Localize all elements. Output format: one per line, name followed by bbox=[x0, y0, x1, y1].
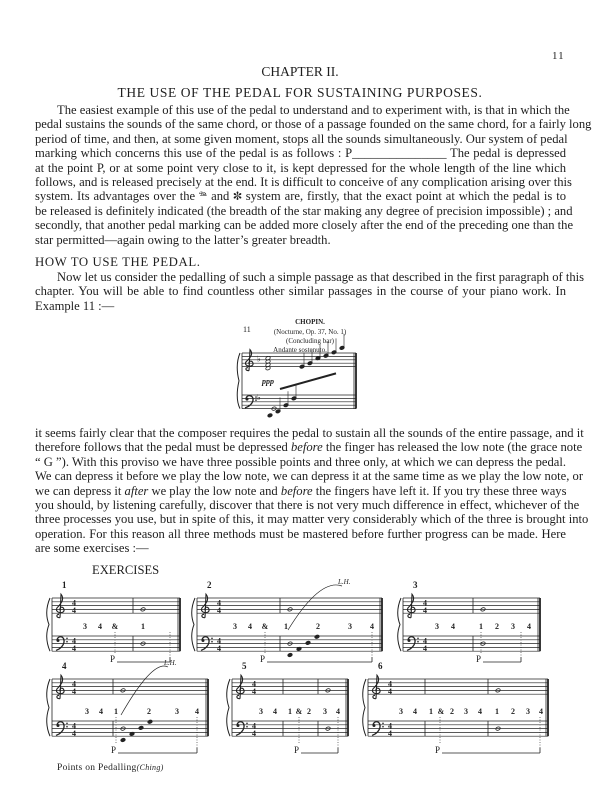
bass-clef-dot bbox=[417, 637, 419, 639]
bass-clef-dot bbox=[246, 722, 248, 724]
time-signature: 4 bbox=[252, 679, 256, 689]
exercise-2 bbox=[192, 578, 382, 664]
text-line: it seems fairly clear that the composer requires the pedal to sustain all the sounds of the entire passage, and it bbox=[35, 426, 584, 440]
pedal-start-label: P bbox=[294, 745, 300, 755]
time-signature: 4 bbox=[72, 679, 76, 689]
paragraph-sustaining bbox=[35, 103, 592, 247]
count-label: 3 bbox=[435, 622, 439, 631]
text-line: at the point P, or at some point very close to it, is kept depressed for the whole length of the line which bbox=[35, 160, 566, 175]
text-line: be released is definitely indicated (the breadth of the star making any degree of precision impossible) ; and bbox=[35, 203, 573, 218]
count-label: 1 bbox=[141, 622, 145, 631]
count-label: 3 bbox=[175, 707, 179, 716]
text-line: The easiest example of this use of the pedal to understand and to experiment with, is that in which the bbox=[57, 103, 570, 117]
chapter-title: THE USE OF THE PEDAL FOR SUSTAINING PURPOSES. bbox=[117, 85, 483, 100]
example-tempo: Andante sostenuto. bbox=[273, 346, 327, 354]
count-label: & bbox=[295, 707, 303, 716]
time-signature: 4 bbox=[72, 687, 76, 697]
text-line: star permitted—again owing to the latter’s greater breadth. bbox=[35, 232, 331, 247]
count-label: 4 bbox=[478, 707, 482, 716]
count-label: 4 bbox=[539, 707, 543, 716]
count-label: 3 bbox=[526, 707, 530, 716]
count-label: 1 bbox=[114, 707, 118, 716]
time-signature: 4 bbox=[388, 679, 392, 689]
bass-clef-dot bbox=[66, 641, 68, 643]
note-head bbox=[314, 634, 319, 639]
exercise-5 bbox=[227, 661, 348, 755]
text-line: “ G ”). With this proviso we have three possible points and three only, at which we can depress the pedal. bbox=[35, 454, 566, 469]
time-signature: 4 bbox=[72, 598, 76, 608]
count-label: 1 bbox=[479, 622, 483, 631]
count-label: 3 bbox=[323, 707, 327, 716]
bass-clef-dot bbox=[211, 641, 213, 643]
count-label: 1 bbox=[429, 707, 433, 716]
count-label: 4 bbox=[336, 707, 340, 716]
left-hand-label: L.H. bbox=[164, 659, 177, 667]
exercise-1 bbox=[47, 580, 180, 664]
count-label: 3 bbox=[233, 622, 237, 631]
dynamic-marking: ppp bbox=[262, 377, 274, 386]
example-note: (Concluding bar) bbox=[285, 337, 335, 345]
example-work: (Nocturne, Op. 37, No. 1) bbox=[273, 328, 347, 336]
bass-clef-dot bbox=[66, 726, 68, 728]
text-line: Example 11 :— bbox=[35, 298, 115, 313]
count-label: 2 bbox=[511, 707, 515, 716]
time-signature: 4 bbox=[423, 598, 427, 608]
count-label: & bbox=[261, 622, 269, 631]
note-head bbox=[287, 653, 292, 658]
time-signature: 4 bbox=[72, 606, 76, 616]
flat-sign: ♭ bbox=[257, 393, 261, 403]
time-signature: 4 bbox=[423, 636, 427, 646]
page-footer bbox=[57, 763, 164, 773]
page-number: 11 bbox=[552, 50, 565, 62]
brace bbox=[47, 598, 50, 651]
time-signature: 4 bbox=[423, 644, 427, 654]
flat-sign: ♭ bbox=[257, 354, 261, 364]
brace bbox=[363, 679, 366, 736]
bass-clef-dot bbox=[417, 641, 419, 643]
exercise-3 bbox=[398, 580, 540, 664]
bass-clef-dot bbox=[211, 637, 213, 639]
text-line: we can depress it after we play the low note and before the fingers have left it. If you try these three ways bbox=[35, 483, 567, 498]
time-signature: 4 bbox=[388, 721, 392, 731]
left-hand-label: L.H. bbox=[338, 578, 351, 586]
exercise-number: 4 bbox=[62, 661, 67, 671]
count-label: 3 bbox=[259, 707, 263, 716]
section-heading: HOW TO USE THE PEDAL. bbox=[35, 255, 201, 269]
count-label: & bbox=[437, 707, 445, 716]
bass-clef-dot bbox=[57, 639, 60, 642]
bass-clef-dot bbox=[382, 726, 384, 728]
count-label: 3 bbox=[399, 707, 403, 716]
chapter-heading: CHAPTER II. bbox=[261, 64, 339, 79]
time-signature: 4 bbox=[388, 729, 392, 739]
count-label: 2 bbox=[450, 707, 454, 716]
count-label: 1 bbox=[284, 622, 288, 631]
brace bbox=[47, 679, 50, 736]
music-example-11 bbox=[230, 315, 370, 425]
beam bbox=[280, 373, 336, 389]
brace bbox=[237, 353, 240, 409]
count-label: 2 bbox=[495, 622, 499, 631]
time-signature: 4 bbox=[423, 606, 427, 616]
count-label: 3 bbox=[348, 622, 352, 631]
count-label: 1 bbox=[495, 707, 499, 716]
brace bbox=[398, 598, 401, 651]
text-line: period of time, and then, at some given moment, stops all the sounds simultaneously. Our system of pedal bbox=[35, 131, 568, 146]
count-label: 3 bbox=[511, 622, 515, 631]
time-signature: 4 bbox=[72, 636, 76, 646]
note-head bbox=[138, 726, 143, 731]
note-head bbox=[267, 413, 272, 418]
pedal-start-label: P bbox=[260, 654, 266, 664]
exercise-number: 6 bbox=[378, 661, 383, 671]
footer-title: Points on Pedalling bbox=[57, 763, 137, 773]
bass-clef-dot bbox=[202, 639, 205, 642]
count-label: 4 bbox=[195, 707, 199, 716]
text-line: follows, and is released precisely at the end. It is difficult to conceive of any complication arising over this bbox=[35, 174, 572, 189]
pedal-start-label: P bbox=[111, 745, 117, 755]
time-signature: 4 bbox=[217, 636, 221, 646]
text-line: are some exercises :— bbox=[35, 541, 149, 556]
exercise-number: 3 bbox=[413, 580, 418, 590]
count-label: 4 bbox=[527, 622, 531, 631]
count-label: 3 bbox=[85, 707, 89, 716]
time-signature: 4 bbox=[217, 606, 221, 616]
text-line: therefore follows that the pedal must be depressed before the finger has released the low note (the grace note bbox=[35, 440, 583, 455]
count-label: 4 bbox=[99, 707, 103, 716]
time-signature: 4 bbox=[217, 598, 221, 608]
time-signature: 4 bbox=[217, 644, 221, 654]
text-line: pedal sustains the sounds of the same chord, or those of a passage founded on the same chord, for a fairly long bbox=[35, 117, 592, 132]
time-signature: 4 bbox=[72, 721, 76, 731]
exercise-number: 2 bbox=[207, 580, 212, 590]
bass-clef-dot bbox=[373, 724, 376, 727]
text-line: three processes you use, but in spite of this, it may matter very considerably which of the three is brought into bbox=[35, 512, 589, 527]
time-signature: 4 bbox=[388, 687, 392, 697]
paragraph-pedalling bbox=[35, 270, 585, 313]
count-label: 4 bbox=[451, 622, 455, 631]
example-number: 11 bbox=[243, 325, 251, 334]
example-composer: CHOPIN. bbox=[295, 318, 325, 326]
count-label: 3 bbox=[83, 622, 87, 631]
brace bbox=[192, 598, 195, 651]
pedal-start-label: P bbox=[110, 654, 116, 664]
exercise-number: 1 bbox=[62, 580, 67, 590]
time-signature: 4 bbox=[252, 687, 256, 697]
count-label: 4 bbox=[248, 622, 252, 631]
text-line: secondly, that another pedal marking can be added more closely after the end of the preceding one than the bbox=[35, 218, 574, 233]
count-label: 2 bbox=[316, 622, 320, 631]
text-line: Now let us consider the pedalling of such a simple passage as that described in the first paragraph of this bbox=[57, 270, 585, 284]
count-label: 4 bbox=[413, 707, 417, 716]
bass-clef-dot bbox=[66, 637, 68, 639]
bass-clef-dot bbox=[408, 639, 411, 642]
note-head bbox=[120, 738, 125, 743]
time-signature: 4 bbox=[252, 721, 256, 731]
pedal-start-label: P bbox=[435, 745, 441, 755]
note-head bbox=[305, 641, 310, 646]
note-head bbox=[147, 719, 152, 724]
pedal-start-label: P bbox=[476, 654, 482, 664]
bass-clef-dot bbox=[66, 722, 68, 724]
bass-clef-dot bbox=[246, 398, 249, 401]
exercise-number: 5 bbox=[242, 661, 247, 671]
count-label: 2 bbox=[307, 707, 311, 716]
text-line: system. Its advantages over the 𝆮 and ✽ system are, firstly, that the exact point at which the pedal is to bbox=[35, 189, 566, 204]
footer-publisher: (Ching) bbox=[136, 763, 164, 772]
count-label: 2 bbox=[147, 707, 151, 716]
time-signature: 4 bbox=[72, 644, 76, 654]
text-line: marking which concerns this use of the pedal is as follows : P_______________ The pedal is depressed bbox=[35, 146, 566, 161]
count-label: 4 bbox=[370, 622, 374, 631]
brace bbox=[227, 679, 230, 736]
bass-clef-dot bbox=[382, 722, 384, 724]
count-label: 1 bbox=[288, 707, 292, 716]
text-line: operation. For this reason all three methods must be mastered before further progress can be made. Here bbox=[35, 526, 566, 541]
bass-clef-dot bbox=[237, 724, 240, 727]
count-label: 4 bbox=[273, 707, 277, 716]
count-label: & bbox=[111, 622, 119, 631]
exercise-6 bbox=[363, 661, 548, 755]
time-signature: 4 bbox=[72, 729, 76, 739]
text-line: chapter. You will be able to find countless other similar passages in the course of your piano work. In bbox=[35, 284, 566, 299]
bass-clef-dot bbox=[57, 724, 60, 727]
paragraph-depress-points bbox=[35, 426, 589, 556]
count-label: 3 bbox=[464, 707, 468, 716]
text-line: you should, by listening carefully, discover that there is not very much difference in effect, whichever of the bbox=[35, 497, 580, 512]
slur bbox=[288, 585, 342, 630]
bass-clef-dot bbox=[246, 726, 248, 728]
exercise-4 bbox=[47, 659, 208, 755]
exercises-heading: EXERCISES bbox=[92, 563, 160, 577]
time-signature: 4 bbox=[252, 729, 256, 739]
count-label: 4 bbox=[98, 622, 102, 631]
exercises-music bbox=[0, 575, 600, 765]
text-line: We can depress it before we play the low note, we can depress it at the same time as we play the low note, or bbox=[35, 469, 584, 484]
